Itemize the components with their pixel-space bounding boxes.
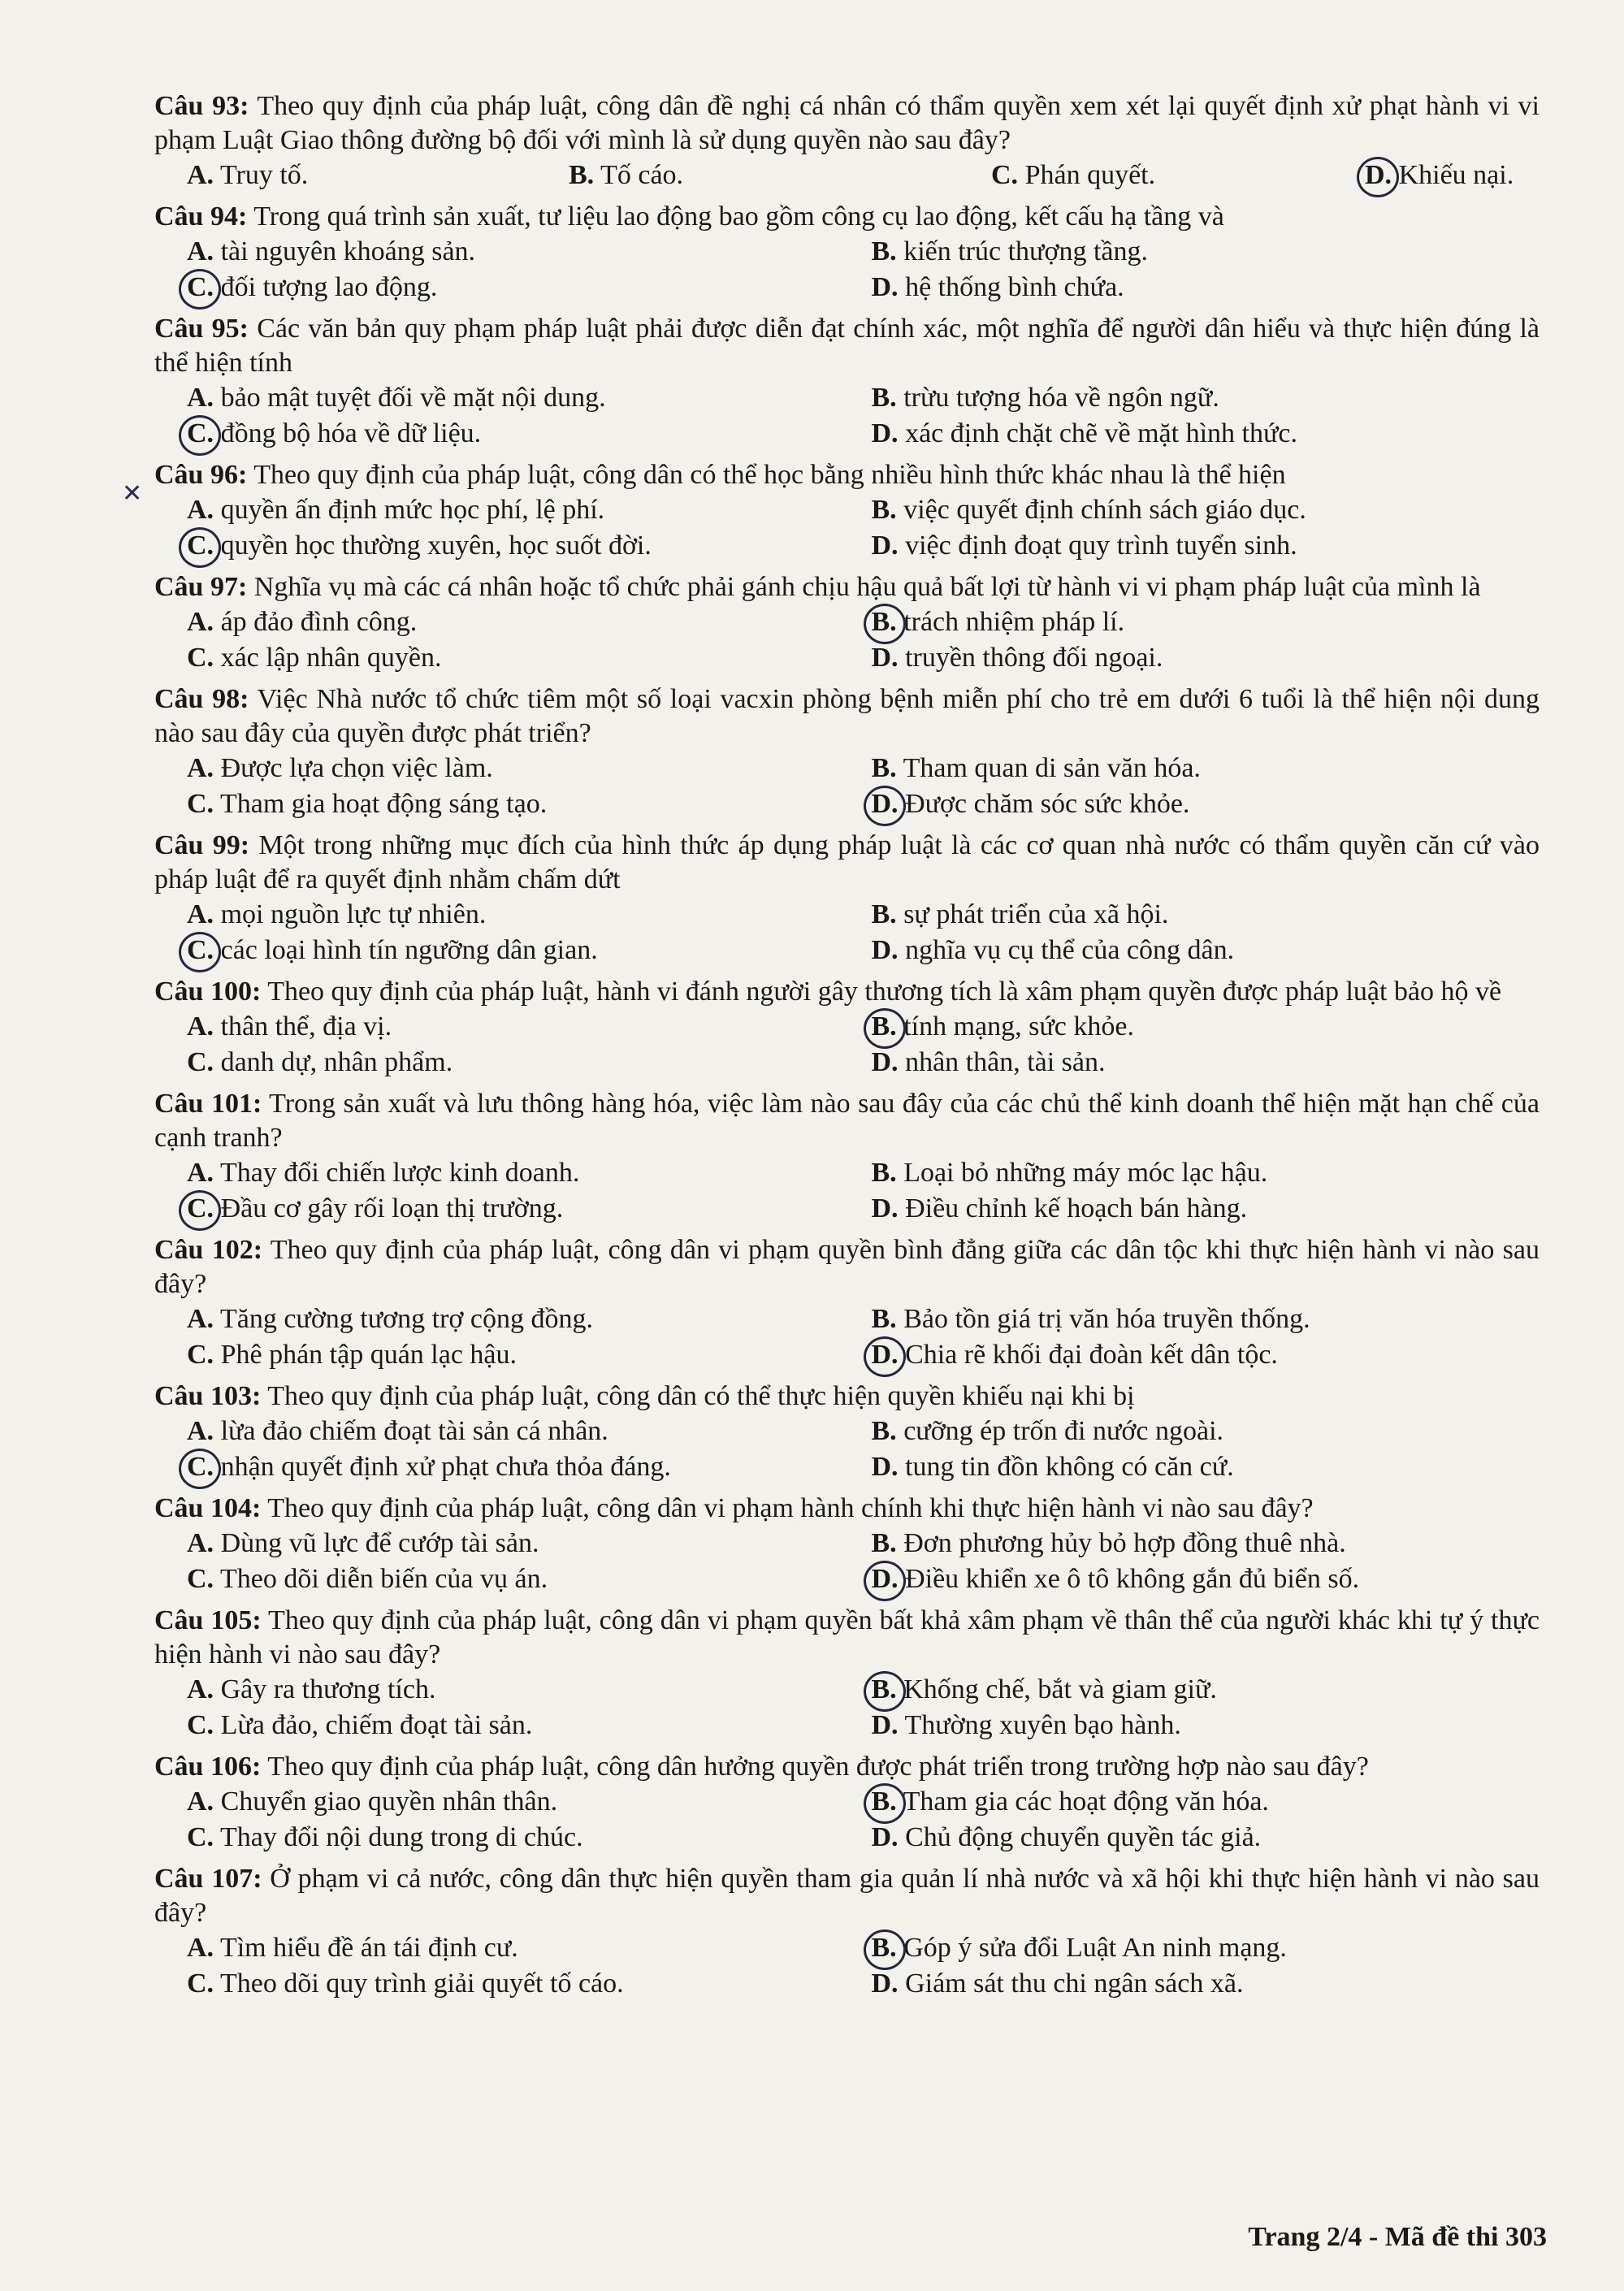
question-105 bbox=[154, 1604, 1540, 1743]
option-d: D. việc định đoạt quy trình tuyển sinh. bbox=[871, 531, 1297, 561]
option-a: A. tài nguyên khoáng sản. bbox=[187, 236, 476, 266]
option-b: B. Tham quan di sản văn hóa. bbox=[871, 753, 1201, 783]
question-95 bbox=[154, 312, 1540, 452]
option-c: C. Phán quyết. bbox=[991, 160, 1156, 190]
option-a: A. Tăng cường tương trợ cộng đồng. bbox=[187, 1304, 594, 1334]
option-a: A. Tìm hiểu đề án tái định cư. bbox=[187, 1933, 518, 1963]
option-c: C. đồng bộ hóa về dữ liệu. bbox=[187, 418, 482, 448]
question-label: Câu 104: bbox=[154, 1493, 262, 1523]
question-label: Câu 101: bbox=[154, 1089, 262, 1119]
option-c: C. đối tượng lao động. bbox=[187, 272, 438, 302]
option-b: B. kiến trúc thượng tầng. bbox=[871, 236, 1148, 266]
option-a: A. thân thể, địa vị. bbox=[187, 1011, 392, 1042]
option-c: C. các loại hình tín ngưỡng dân gian. bbox=[187, 935, 598, 965]
option-d: D. nhân thân, tài sản. bbox=[871, 1047, 1106, 1077]
option-d: D. hệ thống bình chứa. bbox=[871, 272, 1124, 302]
option-d: D. Thường xuyên bạo hành. bbox=[871, 1710, 1181, 1740]
question-label: Câu 103: bbox=[154, 1381, 262, 1411]
option-b: B. Loại bỏ những máy móc lạc hậu. bbox=[871, 1158, 1268, 1188]
option-a: A. Được lựa chọn việc làm. bbox=[187, 753, 493, 783]
question-label: Câu 106: bbox=[154, 1752, 262, 1782]
page-footer: Trang 2/4 - Mã đề thi 303 bbox=[1248, 2222, 1547, 2252]
option-c: C. Theo dõi diễn biến của vụ án. bbox=[187, 1564, 548, 1594]
question-104 bbox=[154, 1492, 1540, 1597]
question-label: Câu 97: bbox=[154, 572, 248, 602]
option-a: A. Chuyển giao quyền nhân thân. bbox=[187, 1786, 558, 1817]
question-94 bbox=[154, 200, 1540, 305]
question-label: Câu 94: bbox=[154, 201, 248, 232]
option-c: C. Đầu cơ gây rối loạn thị trường. bbox=[187, 1193, 564, 1223]
option-a: A. Truy tố. bbox=[187, 160, 309, 190]
question-label: Câu 93: bbox=[154, 91, 249, 121]
option-a: A. áp đảo đình công. bbox=[187, 607, 418, 637]
option-b: B. trách nhiệm pháp lí. bbox=[871, 607, 1125, 637]
option-d: D. Khiếu nại. bbox=[1365, 160, 1514, 190]
question-100 bbox=[154, 975, 1540, 1081]
option-d: D. Điều khiển xe ô tô không gắn đủ biển số. bbox=[871, 1564, 1360, 1594]
question-label: Câu 105: bbox=[154, 1605, 262, 1635]
option-a: A. lừa đảo chiếm đoạt tài sản cá nhân. bbox=[187, 1416, 608, 1446]
option-a: A. quyền ấn định mức học phí, lệ phí. bbox=[187, 495, 605, 525]
question-label: Câu 95: bbox=[154, 314, 249, 344]
option-d: D. Giám sát thu chi ngân sách xã. bbox=[871, 1968, 1244, 1999]
question-text: Theo quy định của pháp luật, công dân vi phạm quyền bất khả xâm phạm về thân thể của người khác khi tự ý thực hiện hành vi nào sau đây? bbox=[154, 1605, 1540, 1670]
question-99 bbox=[154, 829, 1540, 968]
handwritten-x-mark-icon: ✕ bbox=[122, 479, 143, 508]
question-101 bbox=[154, 1087, 1540, 1227]
option-c: C. Lừa đảo, chiếm đoạt tài sản. bbox=[187, 1710, 533, 1740]
question-text: Theo quy định của pháp luật, công dân có thể thực hiện quyền khiếu nại khi bị bbox=[267, 1381, 1135, 1411]
option-b: B. sự phát triển của xã hội. bbox=[871, 899, 1169, 929]
question-text: Trong quá trình sản xuất, tư liệu lao động bao gồm công cụ lao động, kết cấu hạ tầng và bbox=[253, 201, 1224, 232]
question-text: Theo quy định của pháp luật, công dân vi phạm quyền bình đẳng giữa các dân tộc khi thực hiện hành vi nào sau đây? bbox=[154, 1235, 1540, 1299]
option-d: D. Chủ động chuyển quyền tác giả. bbox=[871, 1822, 1262, 1852]
exam-page bbox=[154, 89, 1540, 2008]
question-text: Theo quy định của pháp luật, công dân có thể học bằng nhiều hình thức khác nhau là thể hiện bbox=[253, 460, 1286, 490]
question-label: Câu 100: bbox=[154, 977, 262, 1007]
question-label: Câu 98: bbox=[154, 684, 249, 714]
option-b: B. Góp ý sửa đổi Luật An ninh mạng. bbox=[871, 1933, 1287, 1963]
option-c: C. Theo dõi quy trình giải quyết tố cáo. bbox=[187, 1968, 624, 1999]
question-text: Một trong những mục đích của hình thức áp dụng pháp luật là các cơ quan nhà nước có thẩm quyền căn cứ vào pháp luật để ra quyết định nhằm chấm dứt bbox=[154, 830, 1540, 894]
option-d: D. truyền thông đối ngoại. bbox=[871, 643, 1163, 673]
option-b: B. Tham gia các hoạt động văn hóa. bbox=[871, 1786, 1269, 1817]
question-text: Các văn bản quy phạm pháp luật phải được diễn đạt chính xác, một nghĩa để người dân hiểu và thực hiện đúng là thể hiện tính bbox=[154, 314, 1540, 378]
option-d: D. nghĩa vụ cụ thể của công dân. bbox=[871, 935, 1235, 965]
option-d: D. Chia rẽ khối đại đoàn kết dân tộc. bbox=[871, 1340, 1278, 1370]
option-d: D. Điều chỉnh kế hoạch bán hàng. bbox=[871, 1193, 1248, 1223]
option-a: A. mọi nguồn lực tự nhiên. bbox=[187, 899, 487, 929]
option-b: B. Tố cáo. bbox=[569, 160, 684, 190]
option-b: B. trừu tượng hóa về ngôn ngữ. bbox=[871, 383, 1219, 413]
option-b: B. việc quyết định chính sách giáo dục. bbox=[871, 495, 1306, 525]
option-d: D. Được chăm sóc sức khỏe. bbox=[871, 789, 1190, 819]
question-103 bbox=[154, 1379, 1540, 1485]
question-text: Theo quy định của pháp luật, công dân đề nghị cá nhân có thẩm quyền xem xét lại quyết định xử phạt hành vi vi phạm Luật Giao thông đường bộ đối với mình là sử dụng quyền nào sau đây? bbox=[154, 91, 1540, 155]
option-b: B. Khống chế, bắt và giam giữ. bbox=[871, 1674, 1217, 1704]
option-d: D. xác định chặt chẽ về mặt hình thức. bbox=[871, 418, 1297, 448]
option-c: C. quyền học thường xuyên, học suốt đời. bbox=[187, 531, 652, 561]
option-b: B. Đơn phương hủy bỏ hợp đồng thuê nhà. bbox=[871, 1528, 1346, 1558]
question-text: Theo quy định của pháp luật, công dân hưởng quyền được phát triển trong trường hợp nào sau đây? bbox=[267, 1752, 1369, 1782]
question-label: Câu 102: bbox=[154, 1235, 263, 1265]
question-102 bbox=[154, 1233, 1540, 1373]
question-107 bbox=[154, 1862, 1540, 2002]
option-d: D. tung tin đồn không có căn cứ. bbox=[871, 1452, 1234, 1482]
question-text: Nghĩa vụ mà các cá nhân hoặc tổ chức phải gánh chịu hậu quả bất lợi từ hành vi vi phạm pháp luật của mình là bbox=[253, 572, 1481, 602]
option-c: C. xác lập nhân quyền. bbox=[187, 643, 442, 673]
option-c: C. Phê phán tập quán lạc hậu. bbox=[187, 1340, 517, 1370]
question-text: Trong sản xuất và lưu thông hàng hóa, việc làm nào sau đây của các chủ thể kinh doanh thể hiện mặt hạn chế của cạnh tranh? bbox=[154, 1089, 1540, 1153]
option-a: A. Gây ra thương tích. bbox=[187, 1674, 436, 1704]
option-c: C. danh dự, nhân phẩm. bbox=[187, 1047, 453, 1077]
question-label: Câu 96: bbox=[154, 460, 248, 490]
question-96 bbox=[154, 458, 1540, 564]
option-c: C. Tham gia hoạt động sáng tạo. bbox=[187, 789, 548, 819]
option-c: C. nhận quyết định xử phạt chưa thỏa đáng. bbox=[187, 1452, 671, 1482]
question-93 bbox=[154, 89, 1540, 193]
question-text: Theo quy định của pháp luật, công dân vi phạm hành chính khi thực hiện hành vi nào sau đây? bbox=[267, 1493, 1314, 1523]
option-b: B. tính mạng, sức khỏe. bbox=[871, 1011, 1134, 1042]
question-text: Theo quy định của pháp luật, hành vi đánh người gây thương tích là xâm phạm quyền được pháp luật bảo hộ về bbox=[267, 977, 1502, 1007]
option-a: A. Thay đổi chiến lược kinh doanh. bbox=[187, 1158, 580, 1188]
option-b: B. Bảo tồn giá trị văn hóa truyền thống. bbox=[871, 1304, 1310, 1334]
question-label: Câu 99: bbox=[154, 830, 250, 860]
question-98 bbox=[154, 682, 1540, 822]
question-text: Việc Nhà nước tổ chức tiêm một số loại vacxin phòng bệnh miễn phí cho trẻ em dưới 6 tuổi là thể hiện nội dung nào sau đây của quyền được phát triển? bbox=[154, 684, 1540, 748]
option-c: C. Thay đổi nội dung trong di chúc. bbox=[187, 1822, 583, 1852]
option-b: B. cưỡng ép trốn đi nước ngoài. bbox=[871, 1416, 1224, 1446]
question-label: Câu 107: bbox=[154, 1864, 262, 1894]
question-106 bbox=[154, 1750, 1540, 1856]
option-a: A. Dùng vũ lực để cướp tài sản. bbox=[187, 1528, 539, 1558]
question-97 bbox=[154, 570, 1540, 676]
option-a: A. bảo mật tuyệt đối về mặt nội dung. bbox=[187, 383, 606, 413]
question-text: Ở phạm vi cả nước, công dân thực hiện quyền tham gia quản lí nhà nước và xã hội khi thực hiện hành vi nào sau đây? bbox=[154, 1864, 1540, 1928]
